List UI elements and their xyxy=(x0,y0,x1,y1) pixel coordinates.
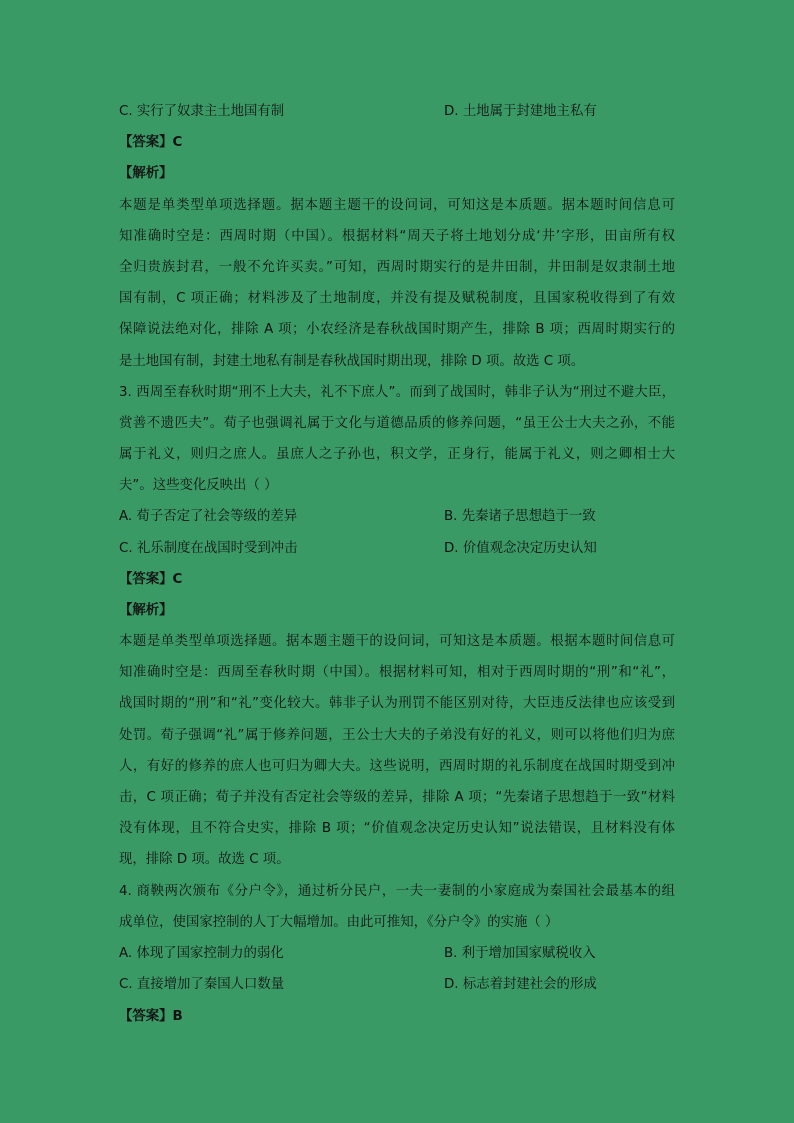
q3-analysis-line: 人，有好的修养的庶人也可归为卿大夫。这些说明，西周时期的礼乐制度在战国时期受到冲 xyxy=(119,759,675,774)
q3-option-a: A. 荀子否定了社会等级的差异 xyxy=(119,509,298,524)
q3-stem-line: 3. 西周至春秋时期“刑不上大夫，礼不下庶人”。而到了战国时，韩非子认为“刑过不避大臣， xyxy=(119,385,675,400)
q2-option-d: D. 土地属于封建地主私有 xyxy=(444,104,597,119)
q4-option-c: C. 直接增加了秦国人口数量 xyxy=(119,977,285,992)
q3-analysis-line: 知准确时空是：西周至春秋时期（中国）。根据材料可知，相对于西周时期的“刑”和“礼”， xyxy=(119,665,675,680)
q4-option-d: D. 标志着封建社会的形成 xyxy=(444,977,597,992)
q2-analysis-line: 保障说法绝对化，排除 A 项；小农经济是春秋战国时期产生，排除 B 项；西周时期实行的 xyxy=(119,322,675,337)
q3-stem-line: 属于礼义，则归之庶人。虽庶人之子孙也，积文学，正身行，能属于礼义，则之卿相士大 xyxy=(119,447,675,462)
q3-analysis-line: 没有体现，且不符合史实，排除 B 项；“价值观念决定历史认知”说法错误，且材料没有体 xyxy=(119,821,675,836)
q2-analysis-line: 本题是单类型单项选择题。据本题主题干的设问词，可知这是本质题。据本题时间信息可 xyxy=(119,198,675,213)
q2-analysis-label: 【解析】 xyxy=(119,166,173,181)
q3-stem-line: 夫”。这些变化反映出（ ） xyxy=(119,478,278,493)
q3-option-b: B. 先秦诸子思想趋于一致 xyxy=(444,509,596,524)
q3-analysis-label: 【解析】 xyxy=(119,603,173,618)
q3-stem-line: 赏善不遗匹夫”。荀子也强调礼属于文化与道德品质的修养问题，“虽王公士大夫之孙，不能 xyxy=(119,416,675,431)
q4-option-a: A. 体现了国家控制力的弱化 xyxy=(119,946,284,961)
q3-analysis-line: 击，C 项正确；荀子并没有否定社会等级的差异，排除 A 项；“先秦诸子思想趋于一致”材料 xyxy=(119,790,675,805)
q2-answer: 【答案】C xyxy=(119,135,183,150)
q3-analysis-line: 现，排除 D 项。故选 C 项。 xyxy=(119,852,290,867)
q3-option-c: C. 礼乐制度在战国时受到冲击 xyxy=(119,541,298,556)
q3-answer: 【答案】C xyxy=(119,572,183,587)
q4-answer: 【答案】B xyxy=(119,1009,183,1024)
q3-analysis-line: 本题是单类型单项选择题。据本题主题干的设问词，可知这是本质题。根据本题时间信息可 xyxy=(119,634,675,649)
q4-option-b: B. 利于增加国家赋税收入 xyxy=(444,946,596,961)
q2-analysis-line: 国有制，C 项正确；材料涉及了土地制度，并没有提及赋税制度，且国家税收得到了有效 xyxy=(119,291,675,306)
q2-analysis-line: 知准确时空是：西周时期（中国）。根据材料“周天子将土地划分成‘井’字形，田亩所有权 xyxy=(119,229,675,244)
q2-analysis-line: 全归贵族封君，一般不允许买卖。”可知，西周时期实行的是井田制，井田制是奴隶制土地 xyxy=(119,260,675,275)
q2-analysis-line: 是土地国有制，封建土地私有制是春秋战国时期出现，排除 D 项。故选 C 项。 xyxy=(119,354,585,369)
q3-analysis-line: 处罚。荀子强调“礼”属于修养问题，王公士大夫的子弟没有好的礼义，则可以将他们归为庶 xyxy=(119,728,675,743)
q3-option-d: D. 价值观念决定历史认知 xyxy=(444,541,597,556)
q3-analysis-line: 战国时期的“刑”和“礼”变化较大。韩非子认为刑罚不能区别对待，大臣违反法律也应该受到 xyxy=(119,696,675,711)
q4-stem-line: 成单位，使国家控制的人丁大幅增加。由此可推知，《分户令》的实施（ ） xyxy=(119,915,559,930)
q4-stem-line: 4. 商鞅两次颁布《分户令》，通过析分民户，一夫一妻制的小家庭成为秦国社会最基本的组 xyxy=(119,884,675,899)
q2-option-c: C. 实行了奴隶主土地国有制 xyxy=(119,104,285,119)
